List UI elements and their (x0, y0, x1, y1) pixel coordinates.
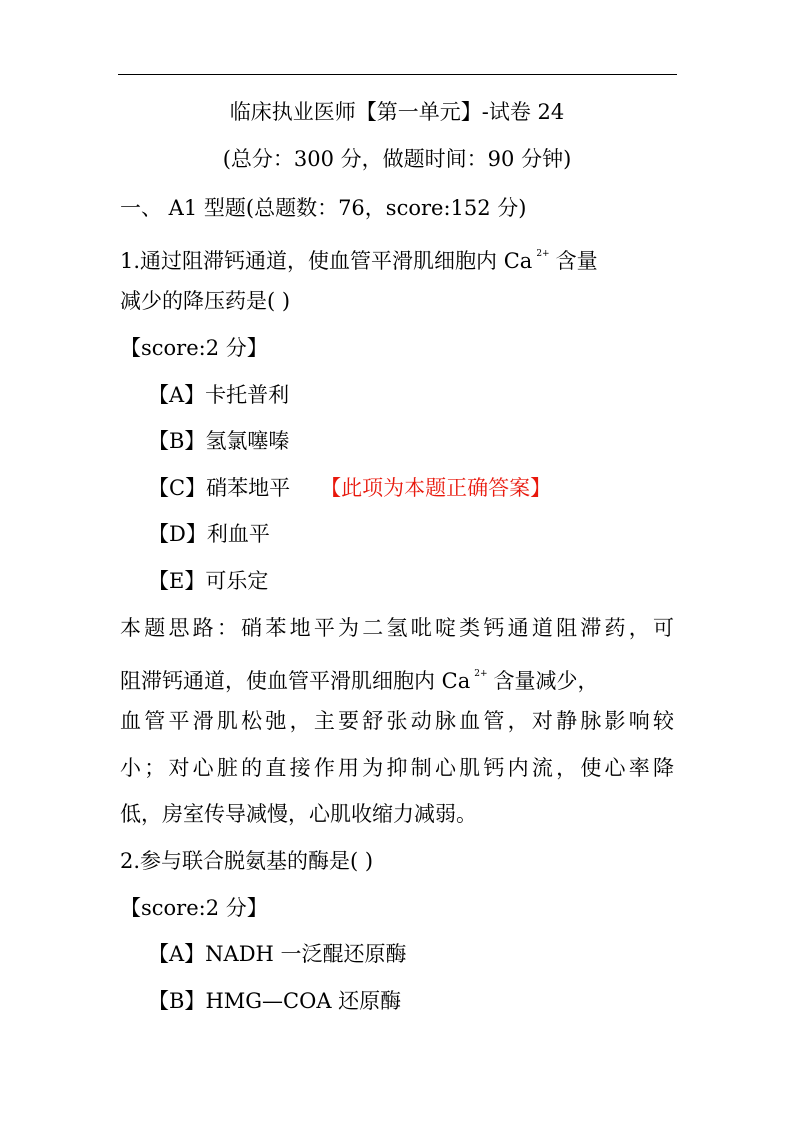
explanation-line-3 (120, 707, 674, 735)
question-1-option-e (148, 567, 268, 595)
question-1-option-b (148, 427, 289, 455)
question-2-score: 【score:2 分】 (120, 896, 268, 920)
option-text: 氢氯噻嗪 (205, 429, 290, 453)
explanation-text: 含量减少， (493, 669, 599, 693)
explanation-line-2 (120, 660, 599, 695)
question-1-score: 【score:2 分】 (120, 336, 268, 360)
option-letter: 【E】 (148, 569, 206, 593)
correct-answer-mark: 【此项为本题正确答案】 (320, 476, 552, 500)
page-title: 临床执业医师【第一单元】-试卷 24 (229, 100, 565, 124)
option-text: 硝苯地平 (206, 476, 291, 500)
explanation-text: 本题思路：硝苯地平为二氢吡啶类钙通道阻滞药，可 (120, 616, 674, 640)
question-1-stem-line1 (120, 240, 598, 275)
explanation-line-5: 低，房室传导减慢，心肌收缩力减弱。 (120, 802, 477, 826)
explanation-line-4 (120, 754, 674, 782)
explanation-text: 小；对心脏的直接作用为抑制心肌钙内流，使心率降 (120, 756, 674, 780)
question-1-option-a (148, 381, 289, 409)
question-1-option-c (148, 474, 551, 502)
option-text: HMG—COA 还原酶 (205, 989, 402, 1013)
explanation-text: 阻滞钙通道，使血管平滑肌细胞内 Ca (120, 669, 471, 693)
explanation-text: 血管平滑肌松弛，主要舒张动脉血管，对静脉影响较 (120, 709, 674, 733)
question-2-stem: 2.参与联合脱氨基的酶是( ) (120, 849, 374, 873)
question-2-option-b (148, 987, 401, 1015)
question-1-stem-line2: 减少的降压药是( ) (120, 289, 291, 313)
explanation-line-1 (120, 614, 674, 642)
option-letter: 【B】 (148, 989, 206, 1013)
question-1-stem-a: 1.通过阻滞钙通道，使血管平滑肌细胞内 Ca (120, 249, 533, 273)
question-1-stem-b: 含量 (555, 249, 598, 273)
section-heading: 一、 A1 型题(总题数：76，score:152 分) (120, 196, 527, 220)
option-letter: 【D】 (148, 522, 207, 546)
question-1-option-d (148, 520, 270, 548)
option-letter: 【B】 (148, 429, 206, 453)
question-1-superscript: 2+ (536, 249, 550, 259)
question-2-option-a (148, 940, 407, 968)
option-letter: 【A】 (148, 942, 206, 966)
option-letter: 【C】 (148, 476, 207, 500)
option-letter: 【A】 (148, 383, 206, 407)
option-text: 利血平 (206, 522, 270, 546)
explanation-superscript: 2+ (474, 669, 488, 679)
option-text: 卡托普利 (205, 383, 290, 407)
option-text: NADH 一泛醌还原酶 (205, 942, 407, 966)
header-rule (118, 74, 677, 75)
exam-info: (总分：300 分，做题时间：90 分钟) (222, 147, 572, 171)
option-text: 可乐定 (205, 569, 269, 593)
